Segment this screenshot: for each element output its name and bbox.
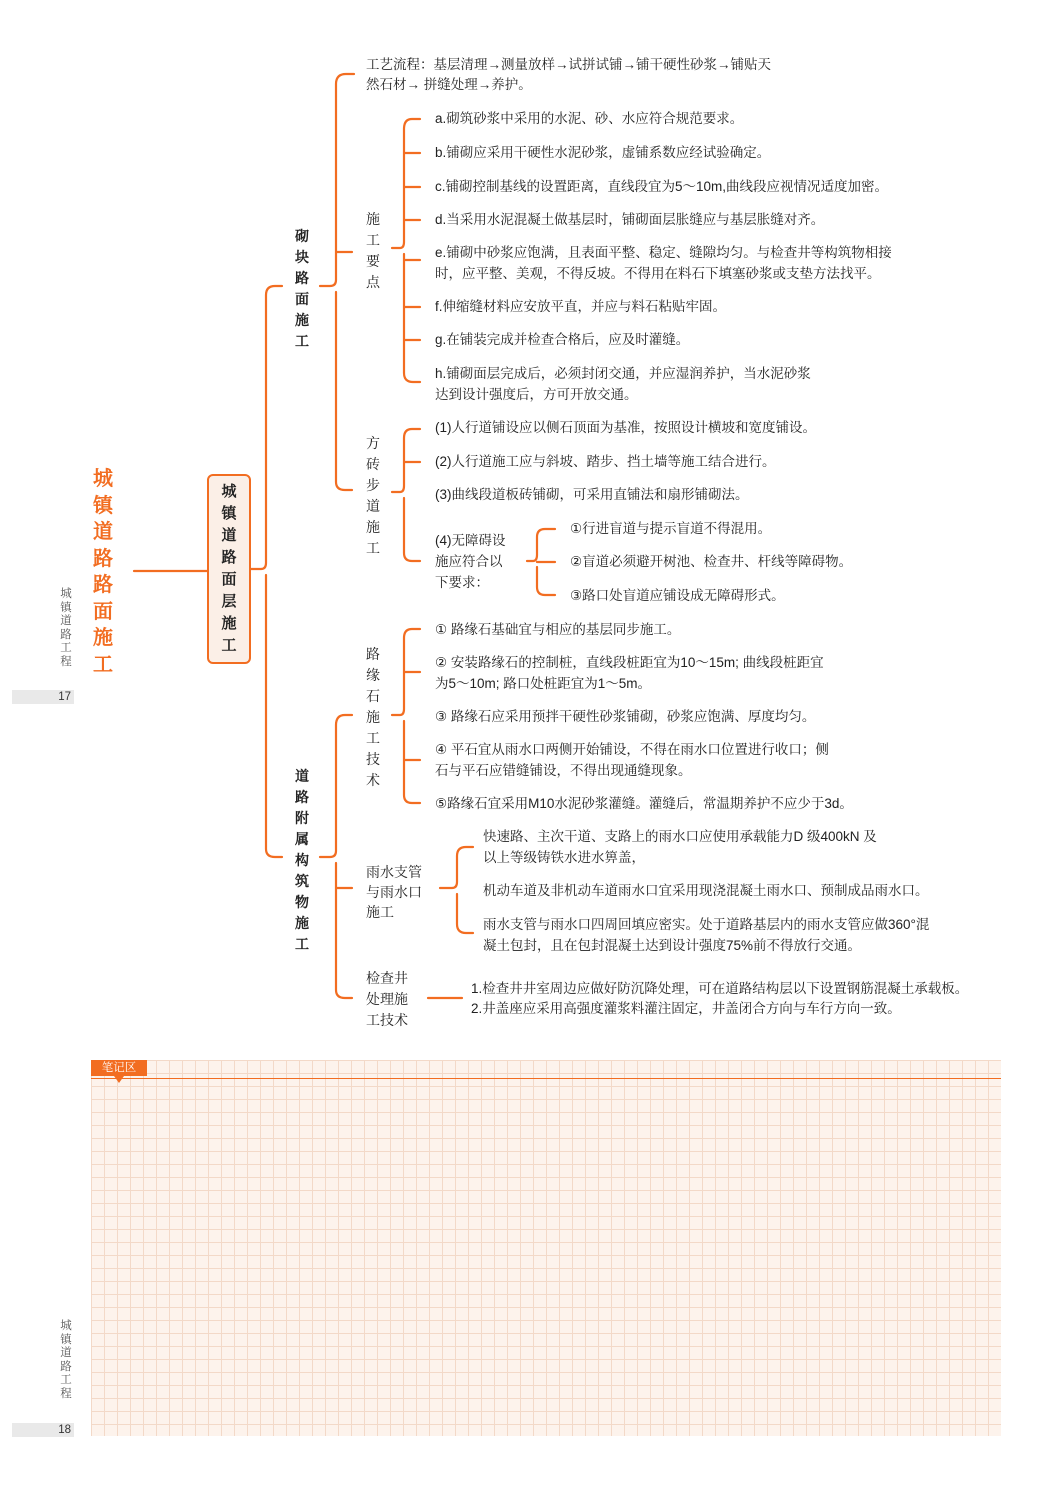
key-point-e-line-2: 时，应平整、美观，不得反坡。不得用在料石下填塞砂浆或支垫方法找平。 [435, 266, 881, 281]
key-point-h-line-1: h.铺砌面层完成后，必须封闭交通，并应湿润养护，当水泥砂浆 [435, 366, 811, 381]
curb-item-1: ① 路缘石基础宜与相应的基层同步施工。 [435, 622, 681, 637]
notes-label-pointer [114, 1076, 124, 1083]
page-number-17: 17 [12, 690, 74, 704]
sidewalk-item-1: (1)人行道铺设应以侧石顶面为基准，按照设计横坡和宽度铺设。 [435, 420, 816, 435]
block-paving-label: 砌块路面施工 [295, 228, 309, 349]
side-label-page-17: 城镇道路工程 [60, 588, 72, 668]
inlet-item-1-line-1: 快速路、主次干道、支路上的雨水口应使用承载能力D 级400kN 及 [483, 829, 877, 844]
brace-barrier-free [527, 529, 555, 595]
sidewalk-item-3: (3)曲线段道板砖铺砌，可采用直铺法和扇形铺砌法。 [435, 487, 749, 502]
root-title: 城镇道路路面施工 [93, 468, 113, 676]
brace-level1 [251, 286, 282, 857]
key-point-e-line-1: e.铺砌中砂浆应饱满，且表面平整、稳定、缝隙均匀。与检查井等构筑物相接 [435, 245, 892, 260]
ancillary-label: 道路附属构筑物施工 [295, 768, 309, 952]
brace-block-paving [320, 74, 354, 490]
curb-item-2-line-2: 为5～10m; 路口处桩距宜为1～5m。 [435, 676, 652, 691]
brace-sidewalk [392, 429, 420, 561]
inlet-item-3-line-1: 雨水支管与雨水口四周回填应密实。处于道路基层内的雨水支管应做360°混 [483, 917, 930, 932]
brace-key-points [392, 119, 420, 382]
notes-label: 笔记区 [91, 1060, 147, 1076]
key-point-b: b.铺砌应采用干硬性水泥砂浆，虚铺系数应经试验确定。 [435, 145, 771, 160]
key-point-f: f.伸缩缝材料应安放平直，并应与料石粘贴牢固。 [435, 299, 727, 314]
main-node-label: 城镇道路面层施工 [221, 483, 237, 654]
manhole-label-line-3: 工技术 [366, 1012, 408, 1028]
brace-curb [392, 629, 420, 803]
key-points-label: 施工要点 [366, 211, 380, 290]
barrier-free-item-1: ①行进盲道与提示盲道不得混用。 [570, 521, 772, 536]
inlet-item-2: 机动车道及非机动车道雨水口宜采用现浇混凝土雨水口、预制成品雨水口。 [483, 883, 929, 898]
process-line-2: 然石材→ 拼缝处理→养护。 [366, 77, 532, 92]
process-line-1: 工艺流程：基层清理→测量放样→试拼试铺→铺干硬性砂浆→铺贴天 [366, 57, 771, 72]
barrier-free-item-2: ②盲道必须避开树池、检查井、杆线等障碍物。 [570, 554, 853, 569]
key-point-g: g.在铺装完成并检查合格后，应及时灌缝。 [435, 332, 690, 347]
inlet-item-3-line-2: 凝土包封，且在包封混凝土达到设计强度75%前不得放行交通。 [483, 938, 862, 953]
brace-ancillary [320, 715, 352, 998]
brace-inlet [440, 847, 473, 933]
manhole-item-1: 1.检查井井室周边应做好防沉降处理，可在道路结构层以下设置钢筋混凝土承载板。 [471, 981, 969, 996]
barrier-free-label-line-3: 下要求： [435, 575, 489, 590]
key-point-h-line-2: 达到设计强度后，方可开放交通。 [435, 387, 638, 402]
curb-item-4-line-2: 石与平石应错缝铺设，不得出现通缝现象。 [435, 763, 692, 778]
inlet-label-line-2: 与雨水口 [366, 884, 422, 900]
notes-header-rule [91, 1078, 1001, 1079]
inlet-label-line-1: 雨水支管 [366, 864, 422, 880]
curb-item-3: ③ 路缘石应采用预拌干硬性砂浆铺砌，砂浆应饱满、厚度均匀。 [435, 709, 816, 724]
curb-label: 路缘石施工技术 [366, 646, 380, 788]
inlet-item-1-line-2: 以上等级铸铁水进水箅盖， [483, 850, 645, 865]
barrier-free-label-line-1: (4)无障碍设 [435, 533, 506, 548]
page-number-18: 18 [12, 1423, 74, 1437]
main-node [207, 474, 251, 664]
manhole-label-line-2: 处理施 [366, 991, 408, 1007]
sidewalk-item-2: (2)人行道施工应与斜坡、踏步、挡土墙等施工结合进行。 [435, 454, 776, 469]
manhole-item-2: 2.井盖座应采用高强度灌浆料灌注固定，井盖闭合方向与车行方向一致。 [471, 1001, 901, 1016]
sidewalk-label: 方砖步道施工 [366, 435, 380, 556]
barrier-free-item-3: ③路口处盲道应铺设成无障碍形式。 [570, 588, 785, 603]
key-point-c: c.铺砌控制基线的设置距离，直线段宜为5～10m,曲线段应视情况适度加密。 [435, 179, 889, 194]
curb-item-2-line-1: ② 安装路缘石的控制桩，直线段桩距宜为10～15m; 曲线段桩距宜 [435, 655, 824, 670]
key-point-d: d.当采用水泥混凝土做基层时，铺砌面层胀缝应与基层胀缝对齐。 [435, 212, 825, 227]
notes-grid-area[interactable] [91, 1060, 1001, 1436]
curb-item-4-line-1: ④ 平石宜从雨水口两侧开始铺设，不得在雨水口位置进行收口；侧 [435, 742, 829, 757]
manhole-label-line-1: 检查井 [366, 970, 408, 986]
side-label-page-18: 城镇道路工程 [60, 1320, 72, 1400]
key-point-a: a.砌筑砂浆中采用的水泥、砂、水应符合规范要求。 [435, 111, 744, 126]
barrier-free-label-line-2: 施应符合以 [435, 554, 503, 569]
curb-item-5: ⑤路缘石宜采用M10水泥砂浆灌缝。灌缝后，常温期养护不应少于3d。 [435, 796, 853, 811]
inlet-label-line-3: 施工 [366, 904, 394, 920]
